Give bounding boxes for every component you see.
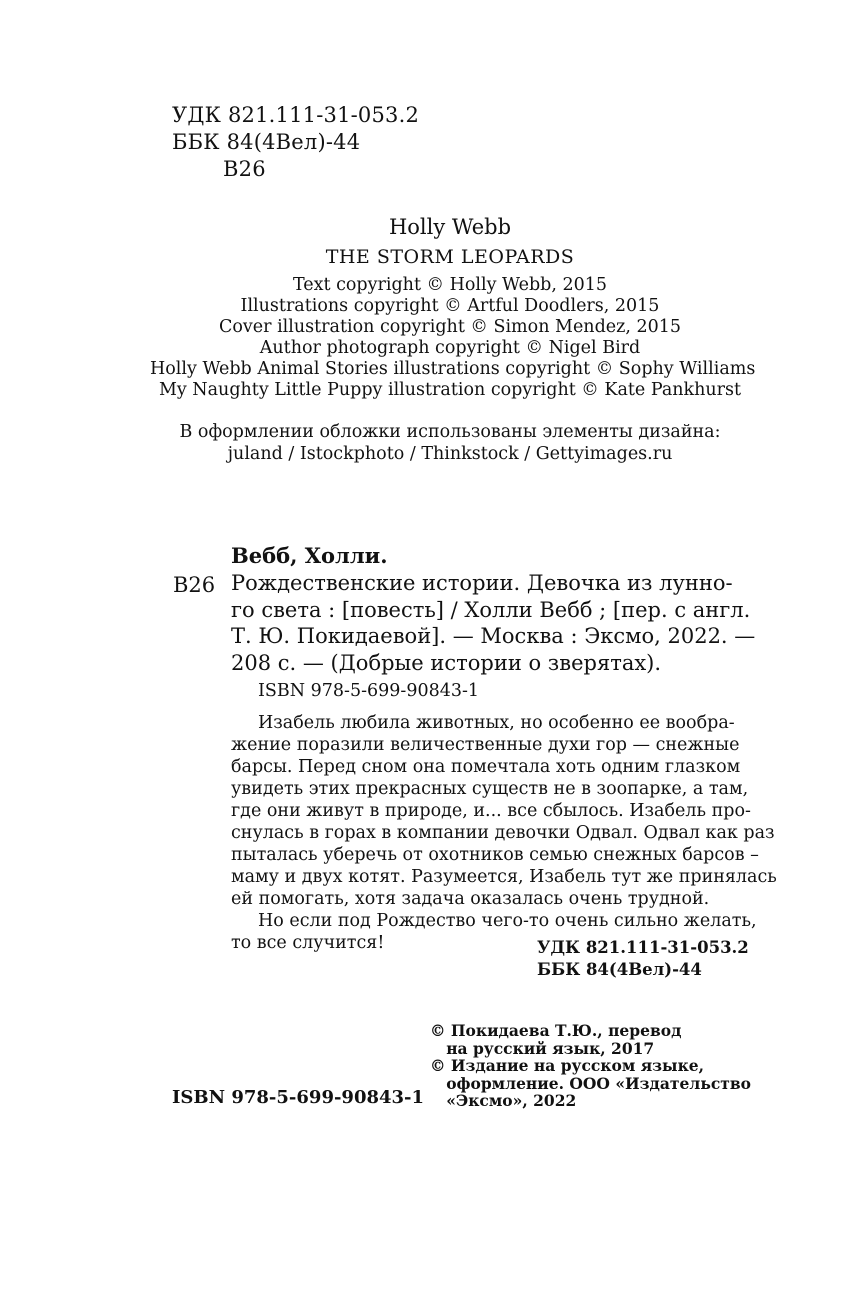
- original-author: Holly Webb: [388, 215, 512, 239]
- annotation-line: Изабель любила животных, но особенно ее вообра-: [258, 713, 735, 733]
- copyright-line: Illustrations copyright © Artful Doodlers, 2015: [240, 296, 660, 316]
- catalog-description-line: Рождественские истории. Девочка из лунно-: [231, 571, 733, 595]
- bottom-udk: УДК 821.111-31-053.2: [537, 938, 749, 957]
- copyright-line: Holly Webb Animal Stories illustrations copyright © Sophy Williams: [150, 359, 756, 379]
- cover-design-line: juland / Istockphoto / Thinkstock / Gettyimages.ru: [227, 444, 673, 464]
- copyright-line: Author photograph copyright © Nigel Bird: [259, 338, 641, 358]
- copyright-notice-line: © Издание на русском языке,: [430, 1056, 705, 1075]
- cover-design-line: В оформлении обложки использованы элементы дизайна:: [179, 422, 721, 442]
- original-title: THE STORM LEOPARDS: [325, 246, 575, 268]
- annotation: [231, 712, 777, 954]
- cover-design-credits: [150, 421, 750, 465]
- annotation-line: жение поразили величественные духи гор — снежные: [231, 735, 740, 755]
- copyright-notice-line: «Эксмо», 2022: [430, 1091, 577, 1110]
- annotation-line: ей помогать, хотя задача оказалась очень трудной.: [231, 889, 710, 909]
- catalog-description-line: Т. Ю. Покидаевой]. — Москва : Эксмо, 2022. —: [231, 624, 756, 648]
- top-author-code: В26: [223, 157, 266, 181]
- top-bbk: ББК 84(4Вел)-44: [172, 130, 361, 154]
- russian-copyright-notices: [430, 1022, 751, 1110]
- bottom-isbn: ISBN 978-5-699-90843-1: [172, 1087, 425, 1108]
- catalog-isbn: ISBN 978-5-699-90843-1: [258, 681, 480, 701]
- top-classification: [172, 102, 419, 183]
- catalog-code: В26: [173, 573, 216, 597]
- copyright-line: Cover illustration copyright © Simon Mendez, 2015: [218, 317, 682, 337]
- catalog-author: Вебб, Холли.: [231, 543, 388, 568]
- annotation-line: пыталась уберечь от охотников семью снежных барсов –: [231, 845, 759, 865]
- top-udk: УДК 821.111-31-053.2: [172, 103, 420, 127]
- copyright-notice-line: оформление. ООО «Издательство: [430, 1073, 751, 1093]
- annotation-line: маму и двух котят. Разумеется, Изабель тут же принялась: [231, 867, 777, 887]
- annotation-line: то все случится!: [231, 933, 385, 953]
- annotation-line: снулась в горах в компании девочки Одвал. Одвал как раз: [231, 823, 775, 843]
- copyright-notice-line: на русский язык, 2017: [430, 1038, 655, 1058]
- annotation-line: Но если под Рождество чего-то очень сильно желать,: [258, 911, 757, 931]
- annotation-line: увидеть этих прекрасных существ не в зоопарке, а там,: [231, 779, 749, 799]
- original-copyrights: [150, 275, 756, 401]
- catalog-description: [231, 570, 756, 676]
- catalog-description-line: 208 с. — (Добрые истории о зверятах).: [231, 650, 662, 675]
- copyright-line: My Naughty Little Puppy illustration copyright © Kate Pankhurst: [158, 380, 742, 400]
- annotation-line: где они живут в природе, и... все сбылось. Изабель про-: [231, 801, 751, 821]
- copyright-line: Text copyright © Holly Webb, 2015: [292, 275, 608, 295]
- catalog-description-line: го света : [повесть] / Холли Вебб ; [пер. с англ.: [231, 597, 751, 622]
- bottom-bbk: ББК 84(4Вел)-44: [537, 960, 702, 979]
- copyright-notice-line: © Покидаева Т.Ю., перевод: [430, 1021, 682, 1040]
- annotation-line: барсы. Перед сном она помечтала хоть одним глазком: [231, 757, 741, 777]
- bottom-classification: [537, 937, 749, 981]
